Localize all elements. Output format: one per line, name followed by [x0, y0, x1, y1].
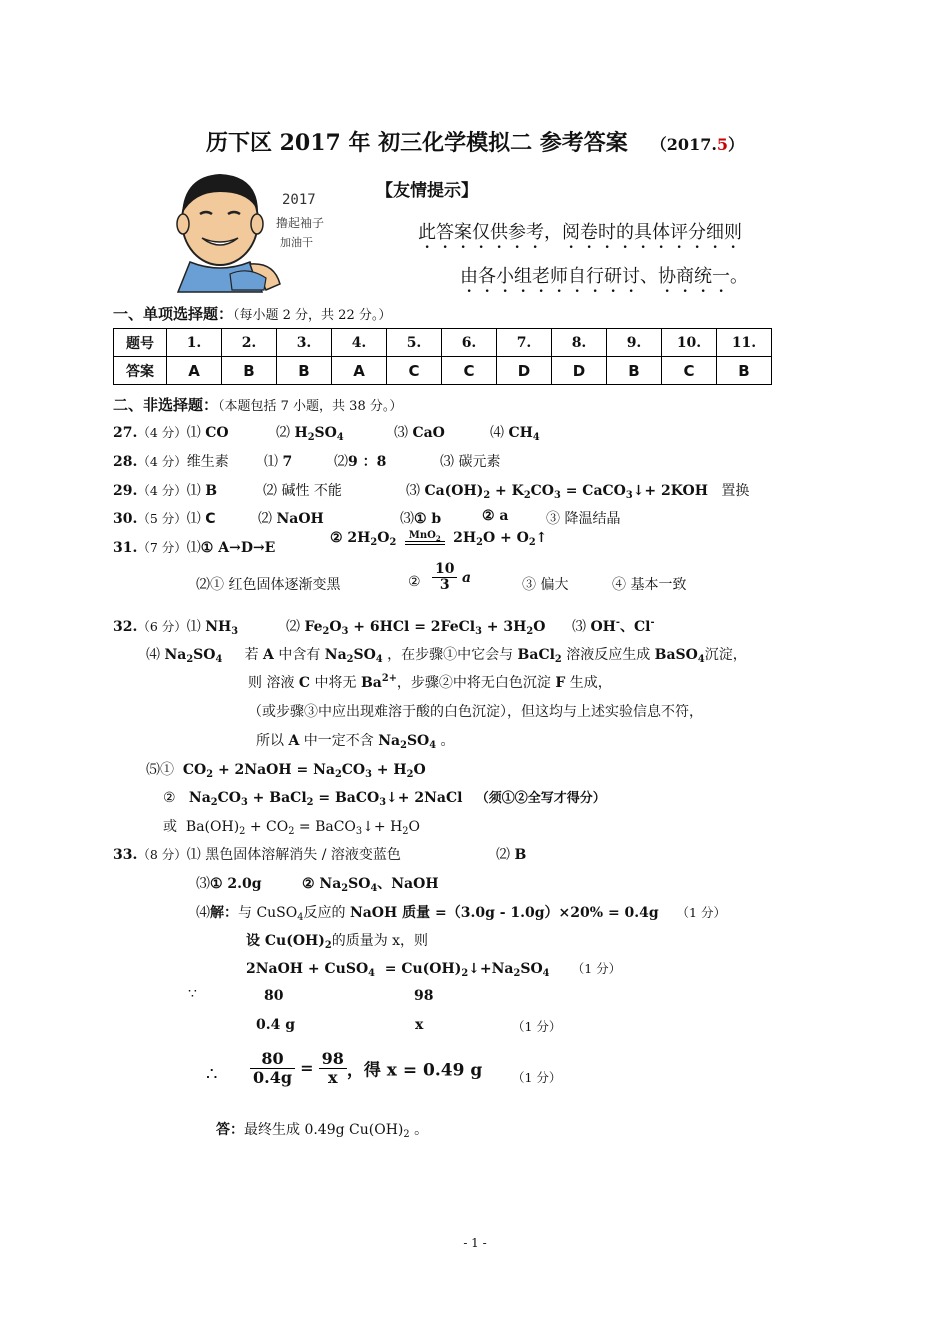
cartoon-year: 2017 [282, 192, 316, 208]
q31-part2: ⑵① 红色固体逐渐变黑 [196, 577, 341, 593]
q32-part4-line4: 所以 A 中一定不含 $Na_2SO_4$ 。 [256, 733, 455, 751]
tip-heading: 【友情提示】 [376, 181, 478, 201]
table-cell: 3. [277, 329, 332, 357]
table-cell: 7. [497, 329, 552, 357]
table-cell: B [222, 357, 277, 385]
table-header-cell: 题号 [114, 329, 167, 357]
table-cell: 10. [662, 329, 717, 357]
q33-part4-line1: ⑷解：与 CuSO$_4$反应的 NaOH 质量 =（3.0g - 1.0g）×20% = 0.4g （1 分） [196, 905, 726, 923]
q32-answer-3: ⑶ OH-、Cl- [572, 617, 655, 635]
table-row [114, 329, 772, 357]
table-cell: D [552, 357, 607, 385]
table-cell: 11. [717, 329, 772, 357]
table-cell: 2. [222, 329, 277, 357]
q31-line: 31.（7 分）⑴① A→D→E [113, 540, 276, 556]
table-cell: 4. [332, 329, 387, 357]
q32-line: 32.（6 分）⑴ $NH_3$ [113, 619, 239, 637]
table-cell: B [607, 357, 662, 385]
section2-heading: 二、非选择题：（本题包括 7 小题，共 38 分。） [113, 396, 403, 414]
q30-answer-2: ⑵ NaOH [258, 511, 324, 527]
q33-part4-line2: 设 $Cu(OH)_2$的质量为 x，则 [246, 933, 429, 951]
q32-part5-eq2: ② $Na_2CO_3$ + BaCl$_2$ = BaCO$_3$↓+ 2NaCl （须①②全写才得分） [163, 790, 606, 808]
q31-answer-b4: ④ 基本一致 [612, 577, 687, 593]
q27-answer-2: ⑵ $H_2SO_4$ [276, 425, 344, 443]
q32-part5-eq1: ⑸① $CO_2$ + 2NaOH = $Na_2CO_3 + H_2O$ [146, 762, 426, 780]
therefore-symbol: ∴ [206, 1064, 218, 1085]
table-cell: 9. [607, 329, 662, 357]
table-cell: A [167, 357, 222, 385]
q29-line: 29.（4 分）⑴ B [113, 483, 218, 499]
q33-point-3: （1 分） [512, 1019, 562, 1034]
q33-part3b: ② $Na_2SO_4$、NaOH [302, 876, 439, 894]
q30-answer-4: ② a [482, 508, 509, 524]
q31-fraction: $\frac{10}{3}$ a [432, 562, 471, 594]
q28-answer-1: ⑴ 7 [264, 454, 293, 470]
table-cell: 8. [552, 329, 607, 357]
tip-line-2: 由各小组老师自行研讨、协商统一。 [460, 266, 748, 287]
tip-line-1: 此答案仅供参考，阅卷时的具体评分细则 [418, 222, 742, 243]
q30-answer-5: ③ 降温结晶 [546, 511, 621, 527]
table-cell: B [717, 357, 772, 385]
table-cell: C [442, 357, 497, 385]
q32-answer-2: ⑵ $Fe_2O_3 + 6HCl$ = 2FeCl$_3$ + $3H_2O$ [286, 619, 546, 637]
q33-proportion: $\frac{80}{0.4g}$ = $\frac{98}{x}$ ，得 x = 0.49 g [250, 1050, 482, 1086]
q33-coef-1: 80 [264, 988, 284, 1004]
title-date: （2017.5） [650, 135, 745, 154]
q33-final-answer: 答：最终生成 0.49g $Cu(OH)_2$ 。 [216, 1122, 429, 1140]
cartoon-illustration [170, 166, 335, 296]
q33-mass-1: 0.4 g [256, 1017, 296, 1033]
q28-answer-2: ⑵9 ：8 [334, 454, 387, 470]
q30-line: 30.（5 分）⑴ C [113, 511, 216, 527]
q29-answer-2: ⑵ 碱性 不能 [263, 483, 342, 499]
table-cell: A [332, 357, 387, 385]
cartoon-figure-icon [170, 166, 335, 296]
table-cell: D [497, 357, 552, 385]
table-cell: 1. [167, 329, 222, 357]
q31-equation: ② $2H_2O_2$ MnO$_2$ $2H_2O$ + $O_2↑$ [330, 530, 548, 548]
cartoon-caption-1: 撸起袖子 [276, 216, 325, 230]
title-main: 历下区 2017 年 初三化学模拟二 参考答案 [205, 130, 628, 156]
q32-part4-line1: ⑷ $Na_2SO_4$ 若 A 中含有 $Na_2SO_4$ ，在步骤①中它会与 BaCl$_2$ 溶液反应生成 BaSO$_4$沉淀， [146, 647, 747, 665]
answer-table [113, 328, 772, 385]
q30-answer-3: ⑶① b [400, 511, 442, 527]
q27-line: 27.（4 分）⑴ CO [113, 425, 229, 441]
q27-answer-3: ⑶ CaO [394, 425, 445, 441]
q33-point-4: （1 分） [512, 1070, 562, 1085]
q33-line: 33.（8 分）⑴ 黑色固体溶解消失 / 溶液变蓝色 [113, 847, 401, 863]
q28-answer-3: ⑶ 碳元素 [440, 454, 501, 470]
page-title [0, 126, 950, 157]
q33-part3: ⑶① 2.0g [196, 876, 262, 892]
cartoon-caption-2: 加油干 [280, 236, 313, 249]
q33-coef-2: 98 [414, 988, 434, 1004]
q32-part4-line2: 则 溶液 C 中将无 $Ba^{2+}$，步骤②中将无白色沉淀 F 生成， [248, 673, 612, 691]
table-cell: C [387, 357, 442, 385]
q31-answer-b3: ③ 偏大 [522, 577, 569, 593]
q33-answer-2: ⑵ B [496, 847, 527, 863]
q27-answer-4: ⑷ $CH_4$ [490, 425, 540, 443]
q32-part4-line3: （或步骤③中应出现难溶于酸的白色沉淀），但这均与上述实验信息不符， [248, 704, 703, 720]
because-symbol: ∵ [188, 986, 197, 1002]
table-cell: B [277, 357, 332, 385]
q28-line: 28.（4 分）维生素 [113, 454, 229, 470]
table-row [114, 357, 772, 385]
table-header-cell: 答案 [114, 357, 167, 385]
q31-answer-b2: ② [408, 574, 421, 590]
table-cell: C [662, 357, 717, 385]
q33-part4-equation: 2NaOH + CuSO$_4$ = $Cu(OH)_2↓+Na_2SO_4$ （1 分） [246, 961, 622, 979]
section1-heading: 一、单项选择题：（每小题 2 分，共 22 分。） [113, 305, 392, 323]
table-cell: 6. [442, 329, 497, 357]
q29-answer-3: ⑶ $Ca(OH)_2 + K_2CO_3$ = CaCO$_3$↓+ 2KOH 置换 [406, 483, 750, 501]
page-number: - 1 - [463, 1236, 487, 1250]
table-cell: 5. [387, 329, 442, 357]
q32-part5-eq3: 或 $Ba(OH)_2 + CO_2$ = BaCO$_3$↓+ $H_2O$ [163, 819, 420, 837]
q33-mass-2: x [415, 1017, 424, 1033]
